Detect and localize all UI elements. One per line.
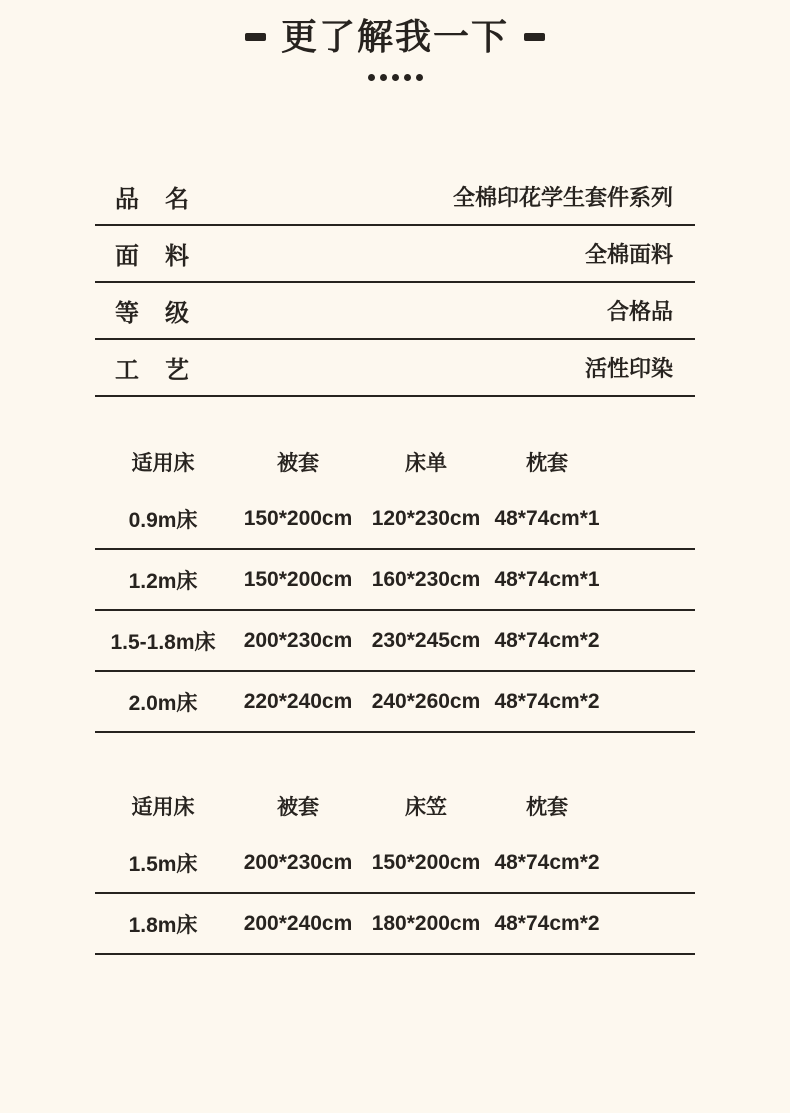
info-label: 面 料 bbox=[115, 243, 190, 270]
table-header-cell: 床单 bbox=[405, 452, 447, 475]
table-cell: 120*230cm bbox=[371, 506, 481, 530]
info-label: 等 级 bbox=[115, 300, 190, 327]
dots-decoration bbox=[0, 74, 790, 81]
dot-icon bbox=[368, 74, 375, 81]
table-cell: 150*200cm bbox=[371, 850, 481, 874]
table-header-cell: 枕套 bbox=[526, 452, 568, 475]
table-cell: 0.9m床 bbox=[128, 508, 198, 532]
table-cell: 150*200cm bbox=[243, 567, 353, 591]
table-cell: 200*230cm bbox=[243, 850, 353, 874]
table-cell: 200*230cm bbox=[243, 628, 353, 652]
info-row bbox=[95, 226, 695, 283]
table-cell: 160*230cm bbox=[371, 567, 481, 591]
table-cell: 180*200cm bbox=[371, 911, 481, 935]
dot-icon bbox=[404, 74, 411, 81]
info-label: 工 艺 bbox=[115, 357, 190, 384]
table-cell: 2.0m床 bbox=[128, 691, 198, 715]
table-cell: 150*200cm bbox=[243, 506, 353, 530]
section-header bbox=[0, 0, 790, 81]
table-header-cell: 适用床 bbox=[131, 796, 195, 819]
info-row bbox=[95, 169, 695, 226]
table-cell: 200*240cm bbox=[243, 911, 353, 935]
size-table-fitted-set bbox=[95, 779, 695, 955]
table-header-cell: 被套 bbox=[277, 452, 319, 475]
table-header-cell: 适用床 bbox=[131, 452, 195, 475]
info-value: 全棉印花学生套件系列 bbox=[452, 185, 673, 210]
info-label: 品 名 bbox=[115, 186, 190, 213]
table-header-cell: 被套 bbox=[277, 796, 319, 819]
page-title bbox=[0, 16, 790, 58]
table-row bbox=[95, 894, 695, 955]
table-cell: 48*74cm*2 bbox=[494, 911, 600, 935]
table-row bbox=[95, 672, 695, 733]
table-header-row bbox=[95, 779, 695, 833]
table-header-cell: 床笠 bbox=[405, 796, 447, 819]
dot-icon bbox=[392, 74, 399, 81]
table-cell: 1.8m床 bbox=[128, 913, 198, 937]
info-row bbox=[95, 340, 695, 397]
info-value: 活性印染 bbox=[584, 356, 673, 381]
table-cell: 240*260cm bbox=[371, 689, 481, 713]
info-row bbox=[95, 283, 695, 340]
info-value: 全棉面料 bbox=[584, 242, 673, 267]
info-value: 合格品 bbox=[606, 299, 673, 324]
table-header-cell: 枕套 bbox=[526, 796, 568, 819]
size-table-sheet-set bbox=[95, 435, 695, 733]
table-row bbox=[95, 489, 695, 550]
dot-icon bbox=[416, 74, 423, 81]
table-cell: 48*74cm*1 bbox=[494, 567, 600, 591]
table-cell: 48*74cm*2 bbox=[494, 628, 600, 652]
table-cell: 1.2m床 bbox=[128, 569, 198, 593]
table-cell: 220*240cm bbox=[243, 689, 353, 713]
table-row bbox=[95, 833, 695, 894]
table-row bbox=[95, 550, 695, 611]
table-row bbox=[95, 611, 695, 672]
table-cell: 1.5m床 bbox=[128, 852, 198, 876]
table-cell: 1.5-1.8m床 bbox=[110, 630, 216, 654]
title-dash-icon bbox=[524, 33, 545, 41]
title-dash-icon bbox=[245, 33, 266, 41]
table-header-row bbox=[95, 435, 695, 489]
table-cell: 48*74cm*1 bbox=[494, 506, 600, 530]
page-title-text: 更了解我一下 bbox=[280, 16, 509, 57]
table-cell: 230*245cm bbox=[371, 628, 481, 652]
product-info-list bbox=[95, 169, 695, 397]
dot-icon bbox=[380, 74, 387, 81]
table-cell: 48*74cm*2 bbox=[494, 689, 600, 713]
table-cell: 48*74cm*2 bbox=[494, 850, 600, 874]
